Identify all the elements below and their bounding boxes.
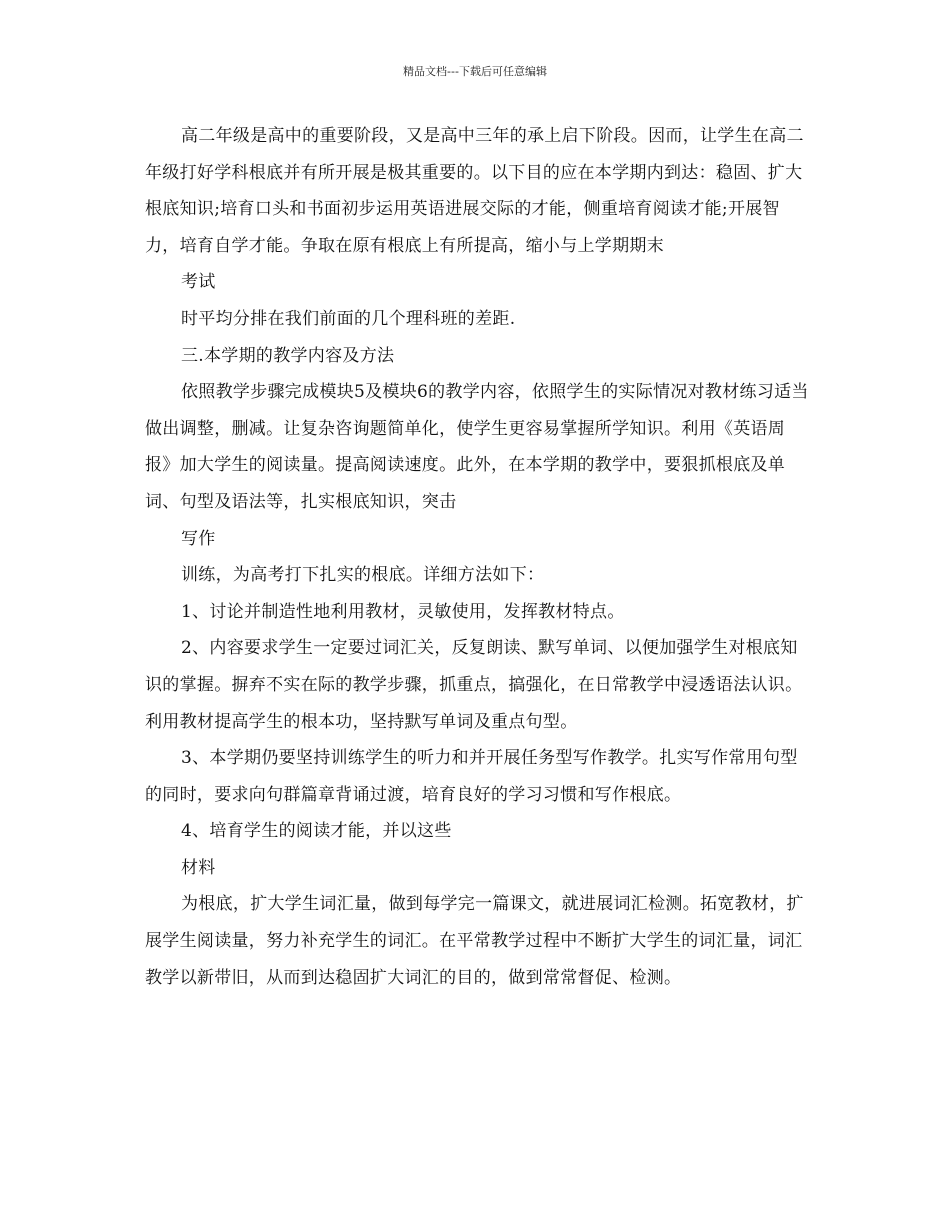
paragraph-exam: 考试 — [181, 272, 216, 293]
paragraph-vocabulary: 为根底，扩大学生词汇量，做到每学完一篇课文，就进展词汇检测。拓宽教材，扩展学生阅读量，努力补充学生的词汇。在平常教学过程中不断扩大学生的词汇量，词汇教学以新带旧，从而到达稳固扩大词汇的目的，做到常常督促、检测。 — [145, 894, 804, 988]
section-heading-3: 三.本学期的教学内容及方法 — [181, 345, 395, 366]
paragraph-intro: 高二年级是高中的重要阶段，又是高中三年的承上启下阶段。因而，让学生在高二年级打好学科根底并有所开展是极其重要的。以下目的应在本学期内到达：稳固、扩大根底知识;培育口头和书面初步运用英语进展交际的才能，侧重培育阅读才能;开展智力，培育自学才能。争取在原有根底上有所提高，缩小与上学期期末 — [145, 126, 804, 256]
list-item-3: 3、本学期仍要坚持训练学生的听力和并开展任务型写作教学。扎实写作常用句型的同时，要求向句群篇章背诵过渡，培育良好的学习习惯和写作根底。 — [145, 748, 798, 805]
list-item-1: 1、讨论并制造性地利用教材，灵敏使用，发挥教材特点。 — [181, 601, 625, 622]
paragraph-gap: 时平均分排在我们前面的几个理科班的差距. — [181, 308, 516, 329]
paragraph-writing: 写作 — [181, 528, 216, 549]
list-item-4: 4、培育学生的阅读才能，并以这些 — [181, 821, 452, 842]
page-header: 精品文档---下载后可任意编辑 — [403, 65, 547, 78]
document-body — [145, 118, 810, 996]
paragraph-content: 依照教学步骤完成模块5及模块6的教学内容，依照学生的实际情况对教材练习适当做出调整，删减。让复杂咨询题简单化，使学生更容易掌握所学知识。利用《英语周报》加大学生的阅读量。提高阅读速度。此外，在本学期的教学中，要狠抓根底及单词、句型及语法等，扎实根底知识，突击 — [145, 382, 809, 512]
list-item-2: 2、内容要求学生一定要过词汇关，反复朗读、默写单词、以便加强学生对根底知识的掌握。摒弃不实在际的教学步骤，抓重点，搞强化，在日常教学中浸透语法认识。利用教材提高学生的根本功，坚持默写单词及重点句型。 — [145, 638, 803, 732]
paragraph-training: 训练，为高考打下扎实的根底。详细方法如下： — [181, 565, 545, 586]
paragraph-material: 材料 — [181, 857, 216, 878]
